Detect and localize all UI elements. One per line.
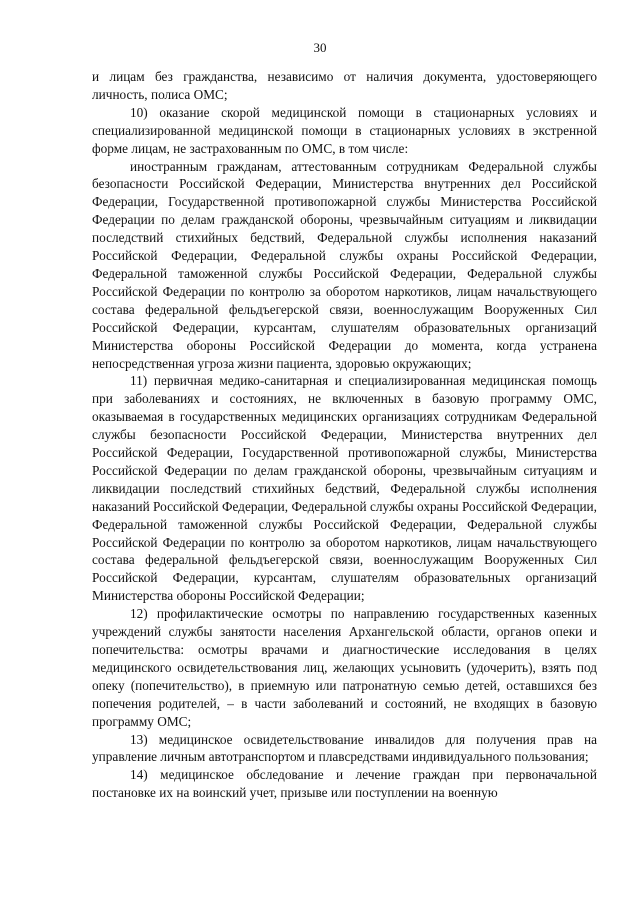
paragraph-item-12: 12) профилактические осмотры по направлению государственных казенных учреждений службы занятости населения Архангельской области, органов опеки и попечительства: осмотры врачами и диагностические исследования в целях медицинского освидетельствования лиц, желающих усыновить (удочерить), взять под опеку (попечительство), в приемную или патронатную семью детей, оставшихся без попечения родителей, – в части заболеваний и состояний, не входящих в базовую программу ОМС; — [92, 606, 597, 729]
page-number: 30 — [313, 40, 327, 55]
paragraph-item-10: 10) оказание скорой медицинской помощи в стационарных условиях и специализированной медицинской помощи в стационарных условиях в экстренной форме лицам, не застрахованным по ОМС, в том числе: — [92, 104, 597, 156]
paragraph-item-11: 11) первичная медико-санитарная и специализированная медицинская помощь при заболеваниях и состояниях, не включенных в базовую программу ОМС, оказываемая в государственных медицинских организациях сотрудникам Федеральной службы безопасности Российской Федерации, Министерства внутренних дел Российской Федерации, Государственной противопожарной службы, Министерства Российской Федерации по делам гражданской обороны, чрезвычайным ситуациям и ликвидации последствий стихийных бедствий, Федеральной службы исполнения наказаний Российской Федерации, Федеральной службы охраны Российской Федерации, Федеральной таможенной службы Российской Федерации, Федеральной службы Российской Федерации по контролю за оборотом наркотиков, лицам начальствующего состава федеральной фельдъегерской связи, военнослужащим Вооруженных Сил Российской Федерации, курсантам, слушателям образовательных организаций Министерства обороны Российской Федерации; — [92, 373, 597, 604]
document-body — [92, 68, 597, 802]
paragraph-item-14: 14) медицинское обследование и лечение граждан при первоначальной постановке их на воинский учет, призыве или поступлении на военную — [92, 767, 597, 801]
paragraph-item-13: 13) медицинское освидетельствование инвалидов для получения прав на управление личным автотранспортом и плавсредствами индивидуального пользования; — [92, 731, 597, 765]
paragraph-continuation: и лицам без гражданства, независимо от наличия документа, удостоверяющего личность, полиса ОМС; — [92, 69, 597, 102]
paragraph-item-10-detail: иностранным гражданам, аттестованным сотрудникам Федеральной службы безопасности Российской Федерации, Министерства внутренних дел Российской Федерации, Государственной противопожарной службы Министерства Российской Федерации по делам гражданской обороны, чрезвычайным ситуациям и ликвидации последствий стихийных бедствий, Федеральной службы исполнения наказаний Российской Федерации, Федеральной службы охраны Российской Федерации, Федеральной таможенной службы Российской Федерации, Федеральной службы Российской Федерации по контролю за оборотом наркотиков, лицам начальствующего состава федеральной фельдъегерской связи, военнослужащим Вооруженных Сил Российской Федерации, курсантам, слушателям образовательных организаций Министерства обороны Российской Федерации до момента, когда устранена непосредственная угроза жизни пациента, здоровью окружающих; — [92, 158, 597, 371]
